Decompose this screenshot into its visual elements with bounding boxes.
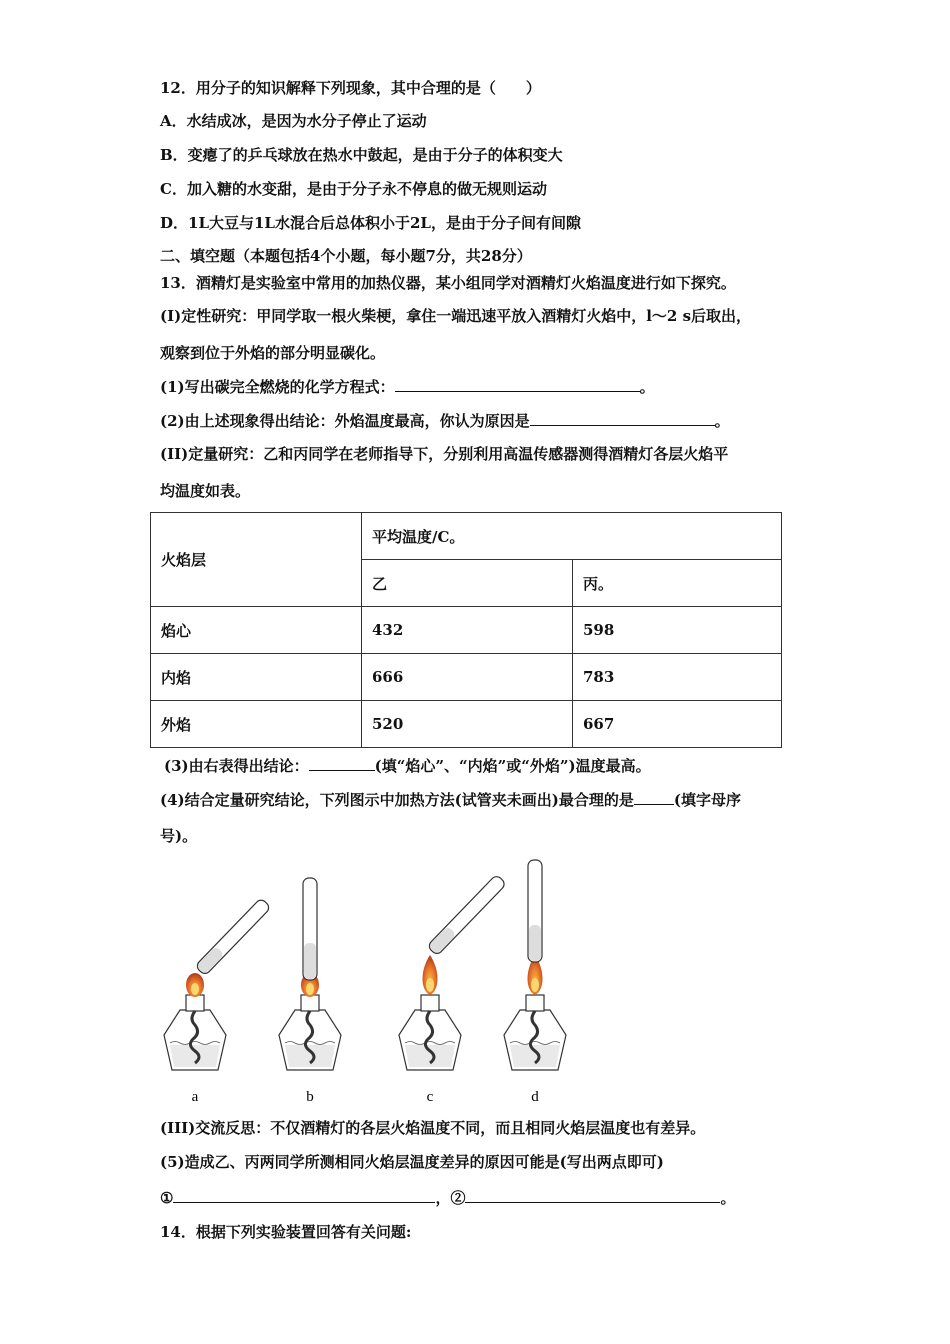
q13-sub2-text: (2)由上述现象得出结论：外焰温度最高，你认为原因是 bbox=[160, 412, 530, 430]
q13-sub1 bbox=[160, 376, 655, 397]
table-subheader-bing: 丙。 bbox=[573, 560, 782, 607]
flame-temperature-table bbox=[150, 512, 782, 748]
q13-part2-line1: (II)定量研究：乙和丙同学在老师指导下，分别利用高温传感器测得酒精灯各层火焰平 bbox=[160, 445, 729, 463]
table-cell-layer: 外焰 bbox=[151, 701, 362, 748]
q12-stem: 12．用分子的知识解释下列现象，其中合理的是（ ） bbox=[160, 79, 541, 97]
q13-sub2-end: 。 bbox=[714, 412, 730, 430]
q12-option-b: B．变瘪了的乒乓球放在热水中鼓起，是由于分子的体积变大 bbox=[160, 146, 563, 164]
table-cell-yi: 666 bbox=[362, 654, 573, 701]
q13-sub5-end: 。 bbox=[720, 1189, 736, 1207]
table-cell-layer: 内焰 bbox=[151, 654, 362, 701]
table-cell-yi: 432 bbox=[362, 607, 573, 654]
q13-sub5: (5)造成乙、丙两同学所测相同火焰层温度差异的原因可能是(写出两点即可) bbox=[160, 1153, 664, 1171]
q13-sub2 bbox=[160, 410, 730, 431]
figure-label-c: c bbox=[426, 1089, 434, 1105]
q13-sub4-line2: 号)。 bbox=[160, 827, 198, 845]
answer-blank-3[interactable] bbox=[309, 755, 375, 771]
heating-methods-figure bbox=[150, 855, 610, 1110]
figure-label-a: a bbox=[191, 1089, 199, 1105]
answer-separator: ，② bbox=[435, 1189, 466, 1207]
q13-sub3-hint: (填“焰心”、“内焰”或“外焰”)温度最高。 bbox=[374, 757, 651, 775]
q13-sub1-text: (1)写出碳完全燃烧的化学方程式： bbox=[160, 378, 395, 396]
q12-option-d: D．1L大豆与1L水混合后总体积小于2L，是由于分子间有间隙 bbox=[160, 214, 581, 232]
table-cell-yi: 520 bbox=[362, 701, 573, 748]
table-group-header: 平均温度/C。 bbox=[362, 513, 782, 560]
q13-sub4 bbox=[160, 789, 741, 810]
answer-blank-2[interactable] bbox=[530, 410, 715, 426]
test-tube-a bbox=[195, 898, 271, 976]
test-tube-d bbox=[528, 860, 542, 962]
q13-sub3 bbox=[164, 755, 651, 776]
q13-sub3-text: (3)由右表得出结论： bbox=[164, 757, 309, 775]
answer-blank-1[interactable] bbox=[395, 376, 640, 392]
q13-sub4-hint: (填字母序 bbox=[673, 791, 741, 809]
q13-stem: 13．酒精灯是实验室中常用的加热仪器，某小组同学对酒精灯火焰温度进行如下探究。 bbox=[160, 274, 736, 292]
table-cell-bing: 783 bbox=[573, 654, 782, 701]
section-heading: 二、填空题（本题包括4个小题，每小题7分，共28分） bbox=[160, 247, 532, 265]
answer-blank-4[interactable] bbox=[634, 789, 674, 805]
table-cell-layer: 焰心 bbox=[151, 607, 362, 654]
table-row bbox=[151, 701, 782, 748]
q13-part1-line1: (I)定性研究：甲同学取一根火柴梗，拿住一端迅速平放入酒精灯火焰中，l～2 s后取出， bbox=[160, 307, 752, 325]
answer-mark-1: ① bbox=[160, 1189, 174, 1207]
q13-sub4-text: (4)结合定量研究结论，下列图示中加热方法(试管夹未画出)最合理的是 bbox=[160, 791, 634, 809]
alcohol-lamp-d bbox=[504, 955, 566, 1070]
answer-blank-6[interactable] bbox=[465, 1187, 720, 1203]
q12-option-a: A．水结成冰，是因为水分子停止了运动 bbox=[160, 112, 427, 130]
table-cell-bing: 667 bbox=[573, 701, 782, 748]
q13-part3: (III)交流反思：不仅酒精灯的各层火焰温度不同，而且相同火焰层温度也有差异。 bbox=[160, 1119, 706, 1137]
table-row bbox=[151, 654, 782, 701]
alcohol-lamp-b bbox=[279, 973, 341, 1070]
q13-sub1-end: 。 bbox=[639, 378, 655, 396]
table-cell-bing: 598 bbox=[573, 607, 782, 654]
table-row bbox=[151, 607, 782, 654]
q14-stem: 14．根据下列实验装置回答有关问题: bbox=[160, 1223, 412, 1241]
q12-option-c: C．加入糖的水变甜，是由于分子永不停息的做无规则运动 bbox=[160, 180, 547, 198]
test-tube-b bbox=[303, 878, 317, 980]
alcohol-lamp-c bbox=[399, 955, 461, 1070]
figure-label-d: d bbox=[531, 1089, 539, 1105]
test-tube-c bbox=[427, 874, 507, 956]
q13-part2-line2: 均温度如表。 bbox=[160, 482, 251, 500]
q13-part1-line2: 观察到位于外焰的部分明显碳化。 bbox=[160, 344, 386, 362]
q13-sub5-answers bbox=[160, 1187, 735, 1208]
table-subheader-yi: 乙 bbox=[362, 560, 573, 607]
answer-blank-5[interactable] bbox=[173, 1187, 435, 1203]
alcohol-lamp-a bbox=[164, 973, 226, 1070]
figure-label-b: b bbox=[306, 1089, 314, 1105]
table-col-header: 火焰层 bbox=[151, 513, 362, 607]
